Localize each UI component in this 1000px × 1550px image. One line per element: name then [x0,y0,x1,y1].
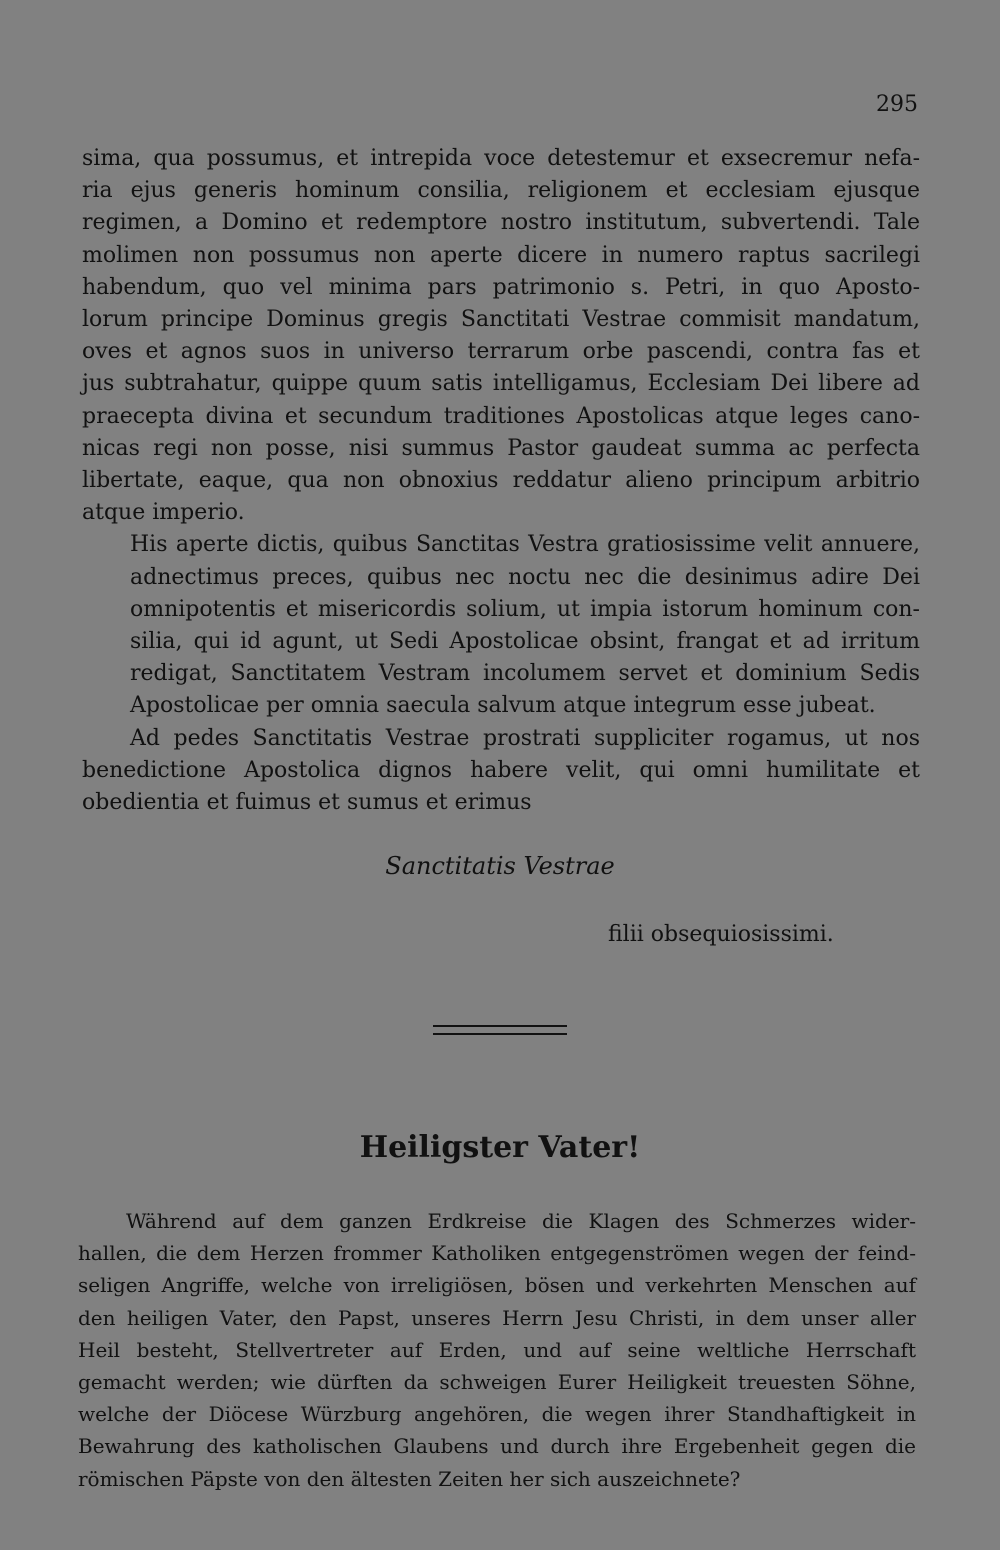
text-line: silia, qui id agunt, ut Sedi Apostolicae obsint, frangat et ad irritum [130,629,920,655]
text-line: seligen Angriffe, welche von irreligiösen, bösen und verkehrten Menschen auf [78,1273,916,1298]
german-heading: Heiligster Vater! [359,1130,641,1165]
text-line: His aperte dictis, quibus Sanctitas Vestra gratiosissime velit annuere, [130,532,920,558]
latin-text-block [82,143,920,819]
german-paragraph [78,1205,916,1495]
text-line: regimen, a Domino et redemptore nostro institutum, subvertendi. Tale [82,210,920,236]
text-line: atque imperio. [82,500,245,526]
text-line: jus subtrahatur, quippe quum satis intelligamus, Ecclesiam Dei libere ad [82,371,920,397]
text-line: libertate, eaque, qua non obnoxius reddatur alieno principum arbitrio [82,468,920,494]
text-line: welche der Diöcese Würzburg angehören, die wegen ihrer Standhaftigkeit in [78,1402,916,1427]
text-line: nicas regi non posse, nisi summus Pastor gaudeat summa ac perfecta [82,435,920,461]
closing-salutation: Sanctitatis Vestrae [385,852,615,880]
latin-paragraph-1 [82,143,920,529]
text-line: adnectimus preces, quibus nec noctu nec die desinimus adire Dei [130,564,920,590]
latin-paragraph-2 [82,529,920,722]
text-line: römischen Päpste von den ältesten Zeiten her sich auszeichnete? [78,1466,741,1491]
text-line: sima, qua possumus, et intrepida voce detestemur et exsecremur nefa- [82,146,920,171]
text-line: praecepta divina et secundum traditiones Apostolicas atque leges cano- [82,403,920,429]
text-line: den heiligen Vater, den Papst, unseres Herrn Jesu Christi, in dem unser aller [78,1305,916,1330]
text-line: oves et agnos suos in universo terrarum orbe pascendi, contra fas et [82,339,920,365]
latin-paragraph-3 [82,723,920,820]
text-line: Während auf dem ganzen Erdkreise die Klagen des Schmerzes wider- [126,1209,916,1233]
signature-line: filii obsequiosissimi. [608,922,834,947]
text-line: lorum principe Dominus gregis Sanctitati Vestrae commisit mandatum, [82,307,920,333]
german-text-block [78,1205,916,1495]
text-line: hallen, die dem Herzen frommer Katholiken entgegenströmen wegen der feind- [78,1241,916,1266]
text-line: molimen non possumus non aperte dicere in numero raptus sacrilegi [82,242,920,268]
text-line: Heil besteht, Stellvertreter auf Erden, und auf seine weltliche Herrschaft [78,1337,916,1362]
text-line: Ad pedes Sanctitatis Vestrae prostrati suppliciter rogamus, ut nos [130,725,920,751]
section-divider [433,1025,567,1035]
text-line: Apostolicae per omnia saecula salvum atque integrum esse jubeat. [130,693,876,719]
text-line: ria ejus generis hominum consilia, religionem et ecclesiam ejusque [82,178,920,204]
text-line: obedientia et fuimus et sumus et erimus [82,790,532,816]
text-line: omnipotentis et misericordis solium, ut impia istorum hominum con- [130,596,920,622]
text-line: gemacht werden; wie dürften da schweigen Eurer Heiligkeit treuesten Söhne, [78,1370,916,1395]
text-line: benedictione Apostolica dignos habere velit, qui omni humilitate et [82,757,920,783]
text-line: Bewahrung des katholischen Glaubens und durch ihre Ergebenheit gegen die [78,1434,916,1459]
page-number: 295 [876,92,918,117]
text-line: redigat, Sanctitatem Vestram incolumem servet et dominium Sedis [130,661,920,687]
text-line: habendum, quo vel minima pars patrimonio s. Petri, in quo Aposto- [82,274,920,300]
